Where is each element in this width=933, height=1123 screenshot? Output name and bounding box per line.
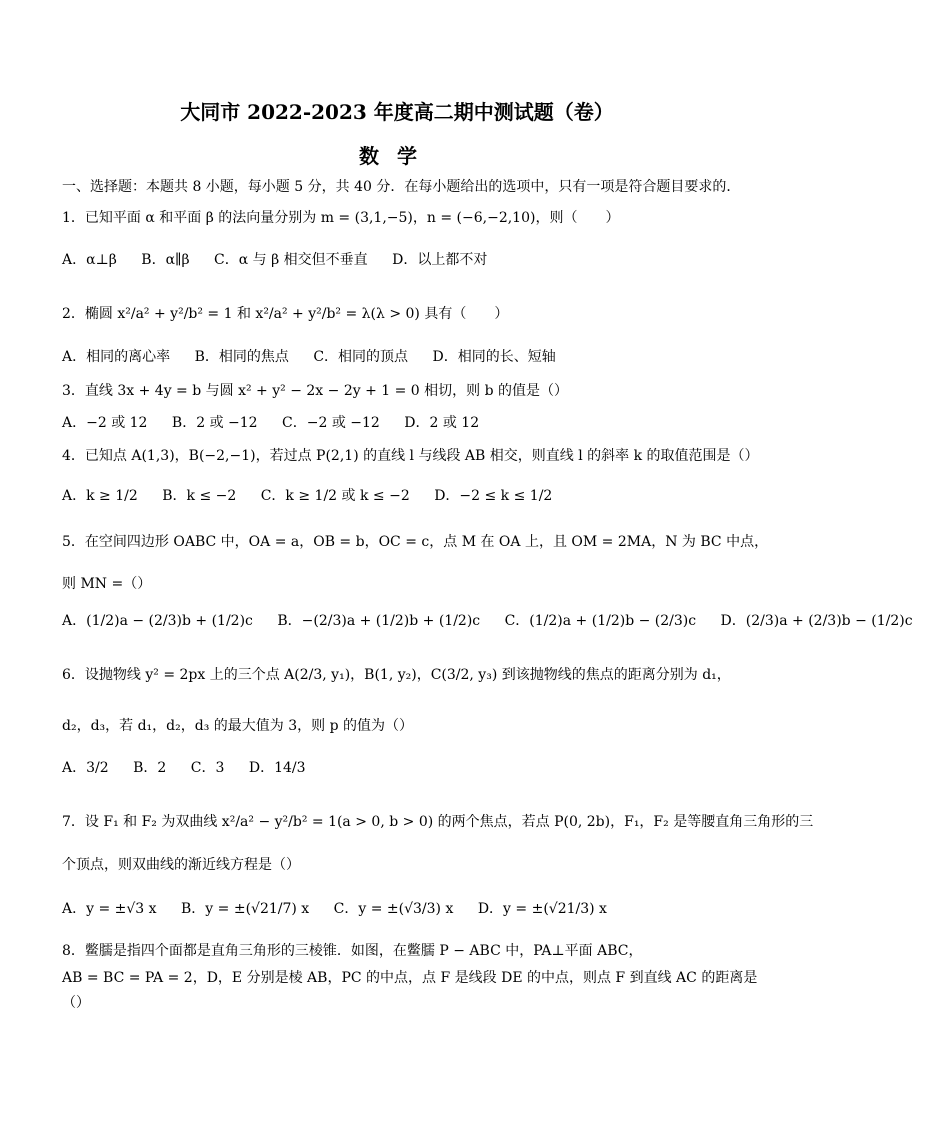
option: C．相同的顶点 [313, 349, 409, 365]
option: A．α⊥β [62, 252, 117, 268]
option: D．(2/3)a + (2/3)b − (1/2)c [720, 613, 913, 629]
question-4-stem: 4．已知点 A(1,3)，B(−2,−1)，若过点 P(2,1) 的直线 l 与线段 AB 相交，则直线 l 的斜率 k 的取值范围是（） [62, 448, 759, 464]
question-5-stem: 5．在空间四边形 OABC 中，OA = a，OB = b，OC = c，点 M 在 OA 上，且 OM = 2MA，N 为 BC 中点， [62, 534, 769, 550]
question-7-options [62, 898, 627, 918]
option: B．y = ±(√21/7) x [181, 901, 310, 917]
question-2-stem: 2．椭圆 x²/a² + y²/b² = 1 和 x²/a² + y²/b² = λ(λ > 0) 具有（ ） [62, 306, 509, 322]
option: A．相同的离心率 [62, 349, 171, 365]
exam-title: 大同市 2022-2023 年度高二期中测试题（卷） [180, 100, 614, 124]
question-4-options [62, 485, 572, 505]
question-7-stem-cont: 个顶点，则双曲线的渐近线方程是（） [62, 857, 300, 873]
option: B．k ≤ −2 [162, 488, 237, 504]
option: C．3 [190, 760, 225, 776]
option: D．14/3 [248, 760, 306, 776]
question-7-stem: 7．设 F₁ 和 F₂ 为双曲线 x²/a² − y²/b² = 1(a > 0, b > 0) 的两个焦点，若点 P(0, 2b)，F₁，F₂ 是等腰直角三角形的三 [62, 814, 814, 830]
option: A．y = ±√3 x [62, 901, 157, 917]
option: B．2 或 −12 [171, 415, 258, 431]
question-2-options [62, 346, 576, 366]
section-intro: 一、选择题：本题共 8 小题，每小题 5 分，共 40 分．在每小题给出的选项中，只有一项是符合题目要求的． [62, 179, 741, 195]
option: C．k ≥ 1/2 或 k ≤ −2 [260, 488, 410, 504]
question-8-stem-cont: AB = BC = PA = 2，D，E 分别是棱 AB，PC 的中点，点 F 是线段 DE 的中点，则点 F 到直线 AC 的距离是 [62, 970, 758, 986]
option: A．−2 或 12 [62, 415, 148, 431]
question-3-options [62, 412, 499, 432]
option: B．α∥β [141, 252, 190, 268]
question-8-stem-end: （） [62, 995, 90, 1011]
question-1-stem: 1．已知平面 α 和平面 β 的法向量分别为 m = (3,1,−5)，n = (−6,−2,10)，则（ ） [62, 210, 620, 226]
option: A．k ≥ 1/2 [62, 488, 138, 504]
option: B．−(2/3)a + (1/2)b + (1/2)c [277, 613, 481, 629]
option: C．(1/2)a + (1/2)b − (2/3)c [504, 613, 697, 629]
question-6-stem-cont: d₂，d₃，若 d₁，d₂，d₃ 的最大值为 3，则 p 的值为（） [62, 718, 413, 734]
question-8-stem: 8．鳖臑是指四个面都是直角三角形的三棱锥．如图，在鳖臑 P − ABC 中，PA⊥平面 ABC， [62, 943, 643, 959]
option: D．以上都不对 [392, 252, 488, 268]
option: B．相同的焦点 [194, 349, 289, 365]
exam-subject: 数学 [359, 144, 435, 168]
option: C．y = ±(√3/3) x [333, 901, 454, 917]
question-6-options [62, 757, 326, 777]
option: D．2 或 12 [404, 415, 480, 431]
question-3-stem: 3．直线 3x + 4y = b 与圆 x² + y² − 2x − 2y + 1 = 0 相切，则 b 的值是（） [62, 383, 569, 399]
question-1-options [62, 249, 507, 269]
option: A．(1/2)a − (2/3)b + (1/2)c [62, 613, 253, 629]
option: B．2 [133, 760, 167, 776]
option: D．−2 ≤ k ≤ 1/2 [434, 488, 553, 504]
question-5-stem-cont: 则 MN =（） [62, 576, 152, 592]
option: C．α 与 β 相交但不垂直 [214, 252, 368, 268]
question-6-stem: 6．设抛物线 y² = 2px 上的三个点 A(2/3, y₁)，B(1, y₂)，C(3/2, y₃) 到该抛物线的焦点的距离分别为 d₁， [62, 667, 731, 683]
option: C．−2 或 −12 [282, 415, 380, 431]
question-5-options [62, 610, 933, 630]
option: D．y = ±(√21/3) x [477, 901, 607, 917]
option: A．3/2 [62, 760, 109, 776]
option: D．相同的长、短轴 [432, 349, 556, 365]
